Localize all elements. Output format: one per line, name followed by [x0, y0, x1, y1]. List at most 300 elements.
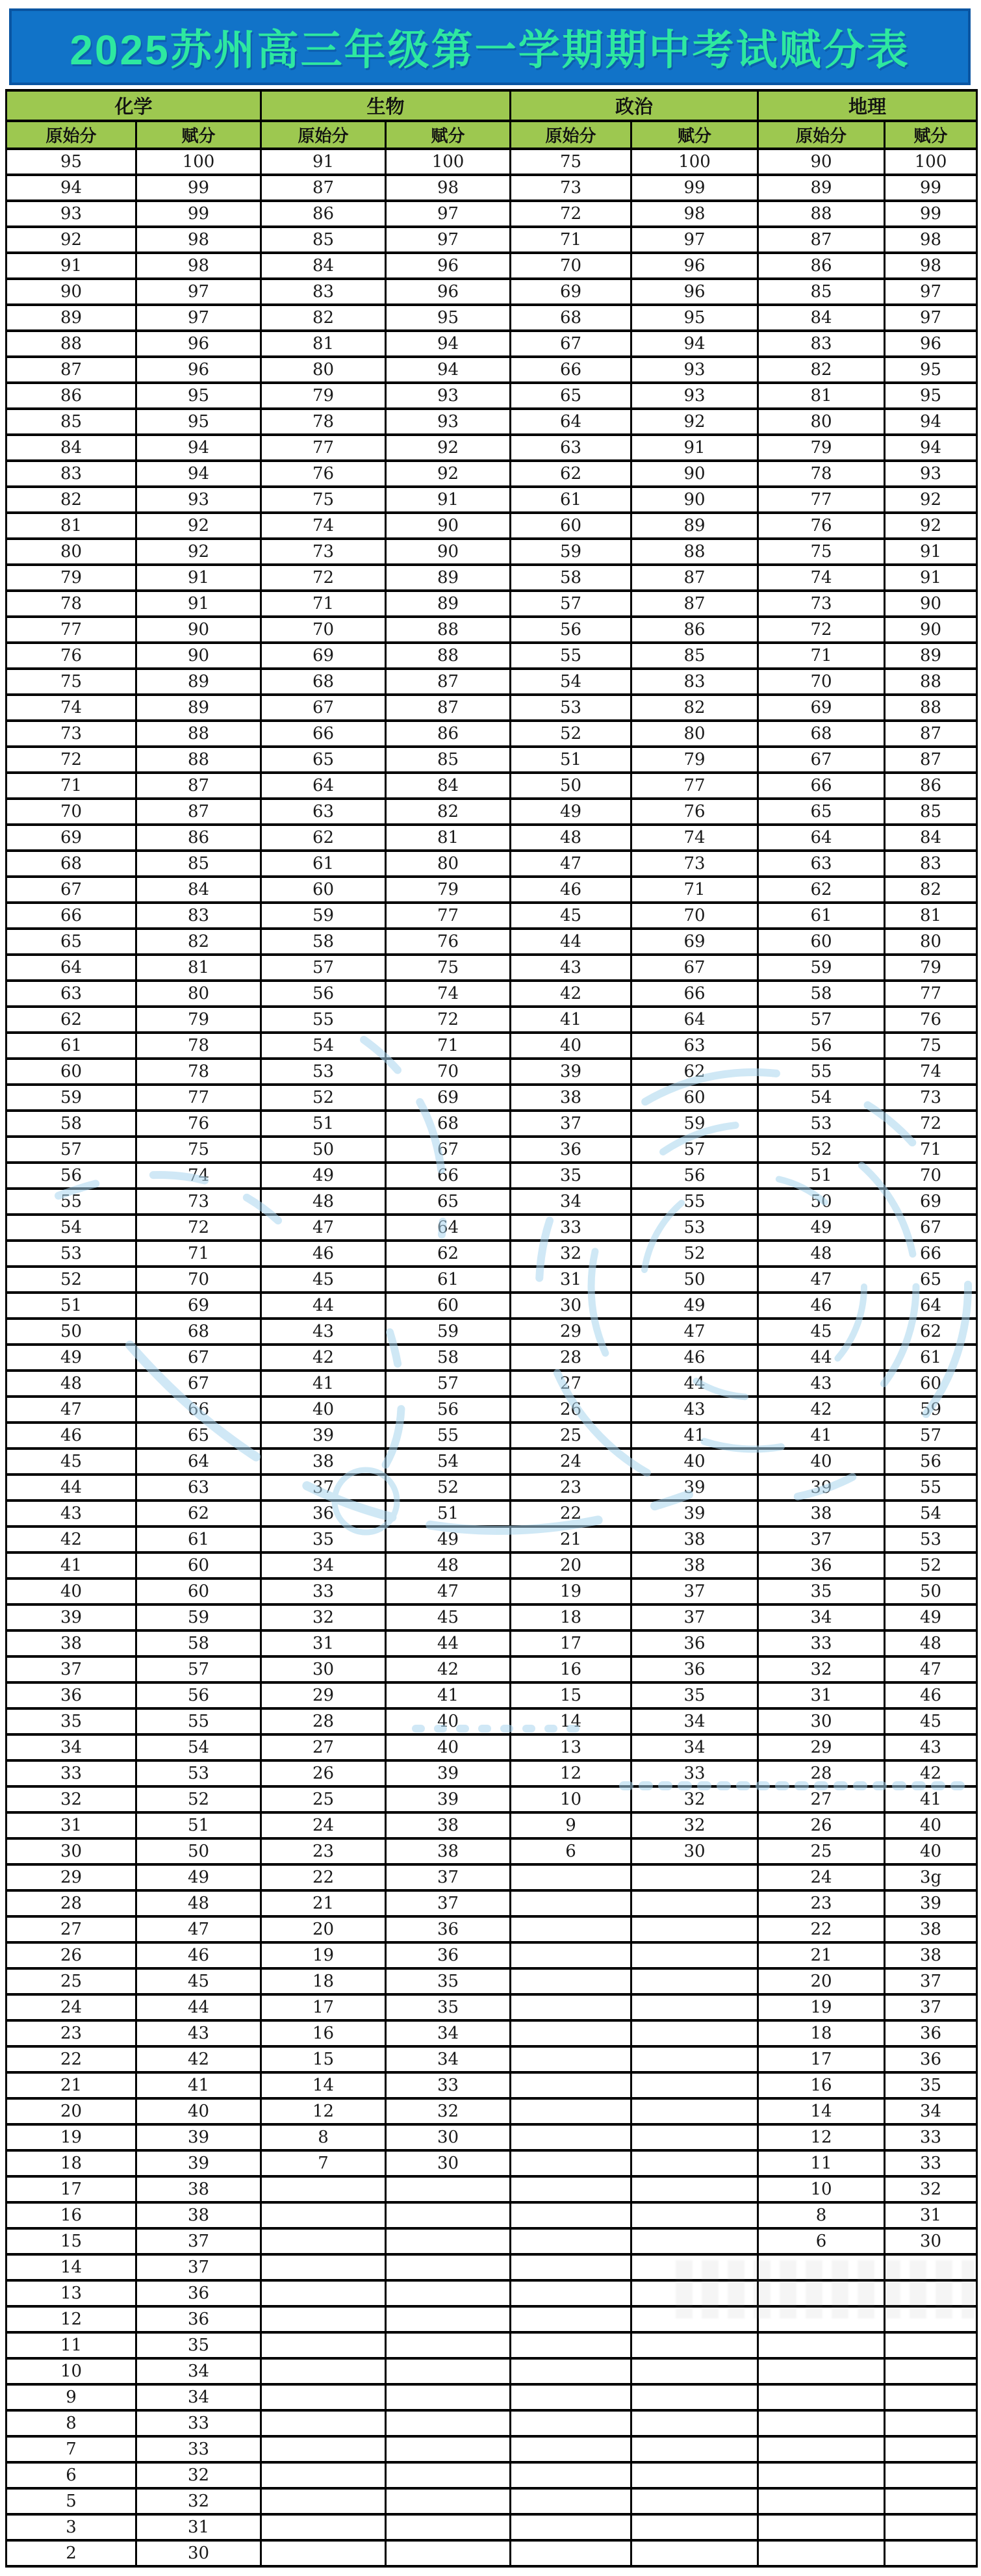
score-cell: 62 — [885, 1319, 977, 1345]
score-cell: 23 — [758, 1890, 885, 1916]
score-cell — [511, 1916, 631, 1942]
score-cell: 74 — [758, 565, 885, 591]
score-cell — [758, 2436, 885, 2462]
score-cell: 24 — [511, 1449, 631, 1475]
score-cell: 28 — [758, 1760, 885, 1786]
table-row — [6, 747, 977, 773]
score-cell: 99 — [136, 201, 261, 227]
score-cell: 40 — [136, 2098, 261, 2124]
table-row — [6, 1760, 977, 1786]
score-cell: 30 — [386, 2124, 511, 2150]
score-cell: 71 — [261, 591, 386, 617]
score-cell: 30 — [511, 1293, 631, 1319]
score-cell: 96 — [631, 253, 758, 279]
score-cell: 77 — [631, 773, 758, 799]
chemistry-raw-score-header: 原始分 — [6, 121, 136, 149]
score-cell: 50 — [631, 1267, 758, 1293]
score-cell: 36 — [136, 2280, 261, 2306]
score-cell: 58 — [136, 1630, 261, 1656]
score-cell: 61 — [136, 1526, 261, 1552]
score-cell: 36 — [386, 1916, 511, 1942]
score-cell: 39 — [885, 1890, 977, 1916]
score-cell: 48 — [386, 1552, 511, 1578]
table-row — [6, 1630, 977, 1656]
score-cell: 80 — [6, 539, 136, 565]
score-cell: 52 — [386, 1475, 511, 1501]
score-cell: 63 — [631, 1033, 758, 1059]
score-cell: 47 — [136, 1916, 261, 1942]
score-cell: 64 — [136, 1449, 261, 1475]
score-cell: 56 — [758, 1033, 885, 1059]
score-cell: 93 — [386, 409, 511, 435]
score-cell: 52 — [758, 1137, 885, 1163]
score-cell — [885, 2514, 977, 2540]
score-cell: 64 — [885, 1293, 977, 1319]
score-cell: 97 — [136, 305, 261, 331]
score-cell: 39 — [511, 1059, 631, 1085]
score-cell — [631, 2176, 758, 2202]
score-cell: 70 — [136, 1267, 261, 1293]
score-cell: 25 — [758, 1838, 885, 1864]
score-cell: 56 — [386, 1397, 511, 1423]
score-cell: 72 — [386, 1007, 511, 1033]
score-cell: 98 — [136, 253, 261, 279]
score-cell: 36 — [261, 1501, 386, 1526]
score-cell: 25 — [6, 1968, 136, 1994]
score-cell: 92 — [386, 435, 511, 461]
score-cell: 93 — [631, 383, 758, 409]
score-cell: 77 — [758, 487, 885, 513]
score-cell: 75 — [511, 149, 631, 175]
score-cell: 30 — [261, 1656, 386, 1682]
score-cell: 68 — [136, 1319, 261, 1345]
score-cell: 36 — [631, 1656, 758, 1682]
score-cell: 40 — [631, 1449, 758, 1475]
score-cell: 53 — [885, 1526, 977, 1552]
score-cell: 62 — [136, 1501, 261, 1526]
score-cell — [386, 2514, 511, 2540]
score-cell: 34 — [631, 1734, 758, 1760]
score-cell: 67 — [261, 695, 386, 721]
score-cell: 91 — [885, 539, 977, 565]
score-cell: 3g — [885, 1864, 977, 1890]
score-cell: 81 — [6, 513, 136, 539]
score-cell: 63 — [758, 851, 885, 877]
score-cell: 97 — [885, 305, 977, 331]
table-row — [6, 2332, 977, 2358]
table-row — [6, 1942, 977, 1968]
score-cell: 44 — [758, 1345, 885, 1371]
score-cell: 68 — [511, 305, 631, 331]
score-cell: 49 — [136, 1864, 261, 1890]
score-cell: 77 — [6, 617, 136, 643]
score-cell: 73 — [136, 1189, 261, 1215]
score-cell: 32 — [136, 2462, 261, 2488]
score-cell: 90 — [136, 643, 261, 669]
score-cell — [386, 2332, 511, 2358]
score-cell: 49 — [386, 1526, 511, 1552]
score-cell — [758, 2384, 885, 2410]
score-cell: 94 — [386, 357, 511, 383]
score-cell — [386, 2202, 511, 2228]
score-cell: 89 — [386, 591, 511, 617]
score-cell: 37 — [136, 2228, 261, 2254]
score-cell: 42 — [758, 1397, 885, 1423]
score-cell: 44 — [261, 1293, 386, 1319]
score-cell: 19 — [261, 1942, 386, 1968]
table-row — [6, 2462, 977, 2488]
score-cell: 75 — [6, 669, 136, 695]
score-cell: 83 — [631, 669, 758, 695]
score-cell: 61 — [758, 903, 885, 929]
score-cell: 50 — [6, 1319, 136, 1345]
score-cell: 68 — [261, 669, 386, 695]
score-cell: 71 — [511, 227, 631, 253]
score-cell: 18 — [261, 1968, 386, 1994]
score-cell: 48 — [261, 1189, 386, 1215]
score-cell: 41 — [885, 1786, 977, 1812]
score-cell: 43 — [261, 1319, 386, 1345]
score-cell — [386, 2488, 511, 2514]
score-cell: 50 — [136, 1838, 261, 1864]
score-cell: 28 — [6, 1890, 136, 1916]
score-cell: 42 — [136, 2046, 261, 2072]
score-cell: 53 — [511, 695, 631, 721]
score-cell — [261, 2514, 386, 2540]
score-cell — [511, 2228, 631, 2254]
table-row — [6, 253, 977, 279]
score-cell: 44 — [386, 1630, 511, 1656]
table-row — [6, 513, 977, 539]
table-row — [6, 1526, 977, 1552]
score-cell: 67 — [631, 955, 758, 981]
score-cell — [511, 2514, 631, 2540]
score-cell: 49 — [261, 1163, 386, 1189]
score-cell: 66 — [885, 1241, 977, 1267]
score-cell: 59 — [885, 1397, 977, 1423]
score-cell: 94 — [386, 331, 511, 357]
score-cell: 51 — [386, 1501, 511, 1526]
score-cell: 61 — [511, 487, 631, 513]
score-cell — [261, 2488, 386, 2514]
score-cell: 20 — [511, 1552, 631, 1578]
table-row — [6, 955, 977, 981]
score-cell: 96 — [885, 331, 977, 357]
score-cell: 79 — [885, 955, 977, 981]
score-cell: 19 — [758, 1994, 885, 2020]
score-cell — [511, 2332, 631, 2358]
score-cell: 73 — [6, 721, 136, 747]
table-row — [6, 383, 977, 409]
score-cell: 10 — [758, 2176, 885, 2202]
score-cell: 96 — [386, 279, 511, 305]
score-cell: 91 — [136, 565, 261, 591]
score-cell: 13 — [6, 2280, 136, 2306]
score-cell: 74 — [136, 1163, 261, 1189]
score-cell — [885, 2384, 977, 2410]
score-cell: 85 — [758, 279, 885, 305]
score-cell: 71 — [885, 1137, 977, 1163]
score-cell — [261, 2332, 386, 2358]
score-cell: 76 — [6, 643, 136, 669]
score-cell: 84 — [261, 253, 386, 279]
table-row — [6, 1604, 977, 1630]
score-cell: 39 — [631, 1501, 758, 1526]
score-cell: 38 — [6, 1630, 136, 1656]
score-cell: 61 — [386, 1267, 511, 1293]
score-cell: 77 — [261, 435, 386, 461]
subject-header-row — [6, 90, 977, 121]
score-cell — [261, 2462, 386, 2488]
score-cell: 73 — [885, 1085, 977, 1111]
score-cell: 52 — [631, 1241, 758, 1267]
score-cell: 38 — [136, 2176, 261, 2202]
score-cell: 64 — [631, 1007, 758, 1033]
score-cell: 60 — [136, 1578, 261, 1604]
score-cell: 89 — [758, 175, 885, 201]
score-cell: 86 — [6, 383, 136, 409]
score-cell: 52 — [261, 1085, 386, 1111]
score-cell: 55 — [885, 1475, 977, 1501]
score-cell: 45 — [885, 1708, 977, 1734]
score-cell: 84 — [386, 773, 511, 799]
table-row — [6, 1345, 977, 1371]
score-cell — [511, 2410, 631, 2436]
score-cell: 100 — [386, 149, 511, 175]
table-row — [6, 1449, 977, 1475]
table-row — [6, 643, 977, 669]
score-cell: 38 — [136, 2202, 261, 2228]
score-cell: 98 — [136, 227, 261, 253]
score-cell — [511, 2176, 631, 2202]
score-cell: 79 — [136, 1007, 261, 1033]
score-cell: 53 — [136, 1760, 261, 1786]
score-cell: 40 — [261, 1397, 386, 1423]
score-cell — [511, 1864, 631, 1890]
score-cell: 90 — [885, 617, 977, 643]
score-cell: 37 — [511, 1111, 631, 1137]
score-cell: 87 — [261, 175, 386, 201]
score-cell: 81 — [885, 903, 977, 929]
score-cell — [631, 2072, 758, 2098]
score-cell: 62 — [511, 461, 631, 487]
score-cell: 54 — [511, 669, 631, 695]
score-cell: 32 — [261, 1604, 386, 1630]
score-cell: 77 — [885, 981, 977, 1007]
score-cell: 42 — [261, 1345, 386, 1371]
score-cell: 65 — [885, 1267, 977, 1293]
score-cell: 24 — [758, 1864, 885, 1890]
score-cell: 14 — [6, 2254, 136, 2280]
score-cell: 41 — [386, 1682, 511, 1708]
score-cell: 65 — [6, 929, 136, 955]
score-cell — [511, 2046, 631, 2072]
score-cell: 36 — [386, 1942, 511, 1968]
score-cell: 18 — [758, 2020, 885, 2046]
score-cell — [511, 2202, 631, 2228]
score-cell: 92 — [6, 227, 136, 253]
score-cell: 35 — [386, 1968, 511, 1994]
score-cell: 41 — [6, 1552, 136, 1578]
score-cell: 61 — [261, 851, 386, 877]
score-cell: 87 — [386, 695, 511, 721]
score-cell: 21 — [758, 1942, 885, 1968]
score-cell: 54 — [885, 1501, 977, 1526]
score-cell: 63 — [261, 799, 386, 825]
score-cell: 57 — [6, 1137, 136, 1163]
table-row — [6, 1501, 977, 1526]
score-cell: 38 — [631, 1526, 758, 1552]
score-cell: 54 — [136, 1734, 261, 1760]
table-row — [6, 591, 977, 617]
geography-assigned-score-header: 赋分 — [885, 121, 977, 149]
table-row — [6, 2176, 977, 2202]
score-cell: 54 — [758, 1085, 885, 1111]
table-row — [6, 1267, 977, 1293]
score-cell: 90 — [6, 279, 136, 305]
score-cell: 88 — [885, 695, 977, 721]
score-cell: 40 — [885, 1812, 977, 1838]
score-cell: 91 — [6, 253, 136, 279]
score-cell: 82 — [6, 487, 136, 513]
score-cell: 78 — [136, 1059, 261, 1085]
score-cell: 76 — [386, 929, 511, 955]
score-cell: 37 — [386, 1864, 511, 1890]
score-cell: 70 — [885, 1163, 977, 1189]
score-cell — [511, 2462, 631, 2488]
score-cell: 8 — [758, 2202, 885, 2228]
table-row — [6, 487, 977, 513]
score-cell: 60 — [261, 877, 386, 903]
score-cell — [885, 2358, 977, 2384]
score-cell — [261, 2410, 386, 2436]
score-cell — [631, 2514, 758, 2540]
score-cell: 45 — [261, 1267, 386, 1293]
score-cell: 77 — [136, 1085, 261, 1111]
score-cell: 90 — [386, 539, 511, 565]
score-cell — [386, 2358, 511, 2384]
score-cell: 82 — [261, 305, 386, 331]
score-cell: 67 — [511, 331, 631, 357]
score-cell: 67 — [758, 747, 885, 773]
score-cell: 86 — [758, 253, 885, 279]
score-cell: 69 — [758, 695, 885, 721]
table-row — [6, 331, 977, 357]
score-cell: 41 — [631, 1423, 758, 1449]
score-cell: 49 — [631, 1293, 758, 1319]
table-row — [6, 1890, 977, 1916]
score-cell: 59 — [386, 1319, 511, 1345]
score-cell: 11 — [758, 2150, 885, 2176]
score-cell: 89 — [631, 513, 758, 539]
score-cell: 36 — [511, 1137, 631, 1163]
score-cell: 72 — [511, 201, 631, 227]
score-cell: 43 — [511, 955, 631, 981]
score-cell: 26 — [6, 1942, 136, 1968]
score-cell: 47 — [631, 1319, 758, 1345]
score-cell: 45 — [6, 1449, 136, 1475]
score-cell: 69 — [136, 1293, 261, 1319]
score-cell: 36 — [885, 2020, 977, 2046]
table-row — [6, 1916, 977, 1942]
score-cell: 37 — [885, 1968, 977, 1994]
table-row — [6, 1423, 977, 1449]
score-cell: 95 — [6, 149, 136, 175]
score-cell: 100 — [136, 149, 261, 175]
score-cell: 76 — [885, 1007, 977, 1033]
score-cell: 86 — [136, 825, 261, 851]
score-cell: 39 — [261, 1423, 386, 1449]
score-cell: 60 — [758, 929, 885, 955]
score-cell: 98 — [885, 253, 977, 279]
score-cell — [631, 2150, 758, 2176]
score-cell: 36 — [136, 2306, 261, 2332]
table-row — [6, 1007, 977, 1033]
table-row — [6, 461, 977, 487]
table-row — [6, 1682, 977, 1708]
score-cell: 46 — [885, 1682, 977, 1708]
table-row — [6, 1111, 977, 1137]
score-cell — [631, 1916, 758, 1942]
score-cell: 30 — [6, 1838, 136, 1864]
score-cell: 61 — [885, 1345, 977, 1371]
table-row — [6, 1293, 977, 1319]
column-header-row — [6, 121, 977, 149]
score-cell: 97 — [885, 279, 977, 305]
score-cell: 55 — [6, 1189, 136, 1215]
table-row — [6, 1163, 977, 1189]
score-cell: 95 — [631, 305, 758, 331]
score-cell: 81 — [136, 955, 261, 981]
score-cell: 78 — [758, 461, 885, 487]
table-row — [6, 409, 977, 435]
score-cell — [631, 2462, 758, 2488]
score-cell: 24 — [261, 1812, 386, 1838]
score-cell: 41 — [136, 2072, 261, 2098]
score-cell: 43 — [136, 2020, 261, 2046]
score-cell: 26 — [758, 1812, 885, 1838]
score-cell: 75 — [261, 487, 386, 513]
score-cell — [386, 2540, 511, 2566]
score-cell: 64 — [386, 1215, 511, 1241]
score-cell: 83 — [758, 331, 885, 357]
score-cell: 80 — [758, 409, 885, 435]
score-cell: 47 — [386, 1578, 511, 1604]
score-cell: 92 — [136, 513, 261, 539]
score-cell: 60 — [386, 1293, 511, 1319]
score-cell: 94 — [885, 435, 977, 461]
score-cell: 59 — [631, 1111, 758, 1137]
table-row — [6, 1189, 977, 1215]
score-cell: 31 — [758, 1682, 885, 1708]
table-row — [6, 799, 977, 825]
score-cell: 32 — [6, 1786, 136, 1812]
table-row — [6, 2358, 977, 2384]
score-cell: 55 — [758, 1059, 885, 1085]
score-cell: 97 — [386, 201, 511, 227]
score-cell: 70 — [511, 253, 631, 279]
score-cell: 14 — [758, 2098, 885, 2124]
score-cell: 15 — [511, 1682, 631, 1708]
score-cell: 35 — [386, 1994, 511, 2020]
score-cell: 67 — [885, 1215, 977, 1241]
score-cell: 88 — [885, 669, 977, 695]
score-cell: 95 — [136, 383, 261, 409]
score-cell: 94 — [6, 175, 136, 201]
score-cell — [386, 2410, 511, 2436]
table-row — [6, 721, 977, 747]
table-row — [6, 2384, 977, 2410]
